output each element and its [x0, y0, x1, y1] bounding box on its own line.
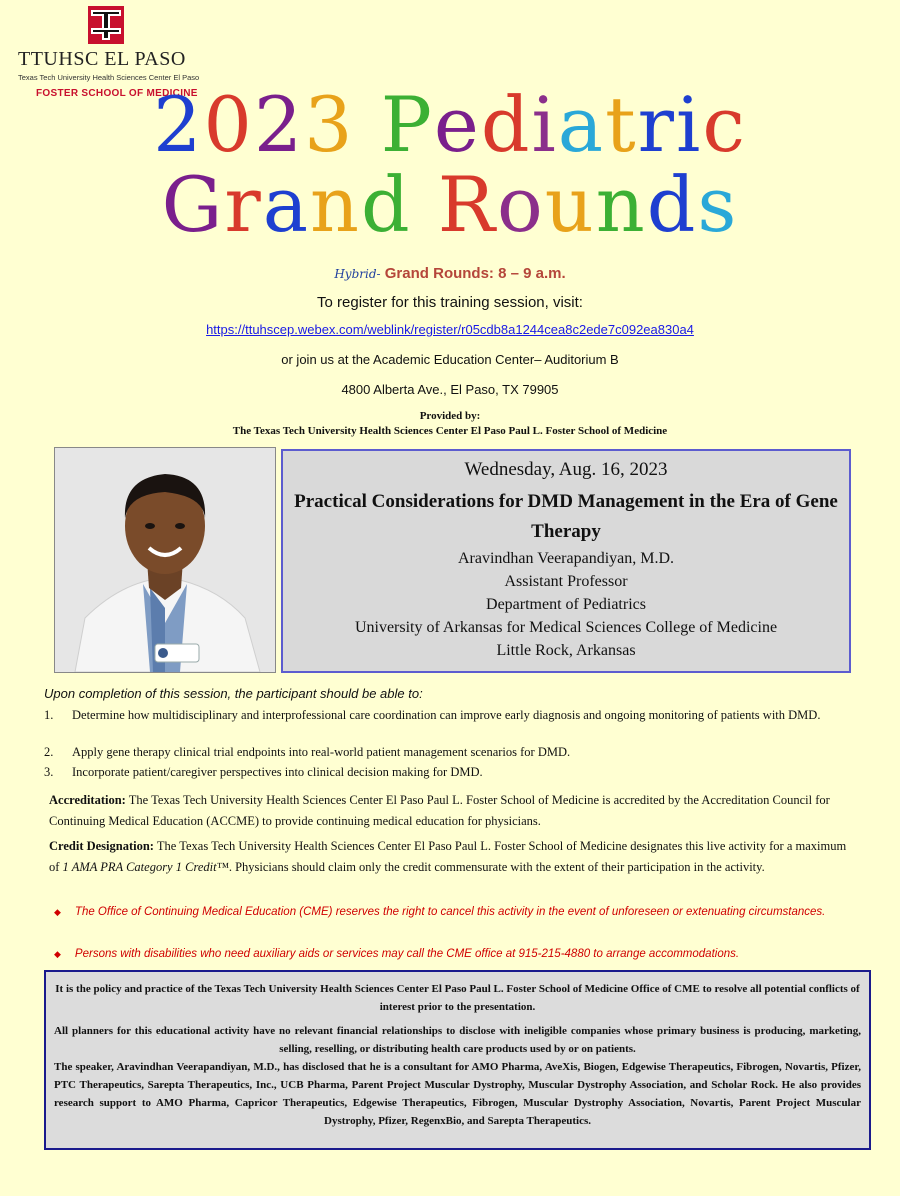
objective-text: Determine how multidisciplinary and interprofessional care coordination can improve early diagnosis and ongoing monitoring of patients with DMD. [72, 708, 821, 722]
register-link[interactable]: https://ttuhscep.webex.com/weblink/register/r05cdb8a1244cea8c2ede7c092ea830a4 [206, 322, 694, 337]
institution-subtitle: Texas Tech University Health Sciences Center El Paso [18, 73, 200, 82]
hybrid-label: Hybrid- [334, 267, 381, 281]
title-line-2 [0, 160, 900, 249]
title-letter: d [360, 160, 412, 249]
objective-number: 2. [44, 745, 54, 759]
objective-number: 3. [44, 765, 54, 779]
credit-text-b: . Physicians should claim only the credit commensurate with the extent of their participation in the activity. [228, 860, 765, 874]
speaker-location: Little Rock, Arkansas [496, 642, 636, 659]
title-letter: G [161, 160, 225, 249]
provided-label: Provided by: [419, 410, 481, 422]
disclosure-planners: All planners for this educational activity have no relevant financial relationships to disclose with ineligible companies whose primary business is producing, marketing, selling, reselling, or distributing health care products used by or on patients. [54, 1025, 861, 1055]
notice-text: Persons with disabilities who need auxiliary aids or services may call the CME office at 915-215-4880 to arrange accommodations. [74, 948, 740, 960]
diamond-bullet-icon: ◆ [54, 907, 61, 917]
title-letter: R [437, 160, 498, 249]
title-letter: r [637, 80, 676, 169]
join-text: or join us at the Academic Education Center– Auditorium B [281, 352, 619, 367]
credit-text-a: The Texas Tech University Health Sciences Center El Paso Paul L. Foster School of Medicine designates this live activity for a maximum of [49, 839, 847, 874]
title-letter: n [595, 160, 647, 249]
objectives-intro: Upon completion of this session, the participant should be able to: [44, 686, 423, 701]
speaker-name: Aravindhan Veerapandiyan, M.D. [457, 550, 675, 567]
title-letter: e [433, 80, 481, 169]
session-time [0, 265, 900, 282]
address-text: 4800 Alberta Ave., El Paso, TX 79905 [341, 382, 559, 397]
speaker-photo [54, 447, 276, 673]
title-line-1 [0, 80, 900, 169]
time-text: Grand Rounds: 8 – 9 a.m. [384, 265, 566, 282]
diamond-bullet-icon: ◆ [54, 949, 61, 959]
title-letter: 3 [304, 80, 355, 169]
accreditation-statement [49, 790, 859, 832]
title-letter: 2 [153, 80, 204, 169]
title-letter: u [544, 160, 596, 249]
title-letter: P [380, 80, 434, 169]
title-letter: i [676, 80, 703, 169]
title-letter: n [310, 160, 361, 249]
credit-label: Credit Designation: [49, 839, 154, 853]
disclosure-policy: It is the policy and practice of the Texas Tech University Health Sciences Center El Paso Paul L. Foster School of Medicine Office of CME to resolve all potential conflicts of interest prior to the presentation. [55, 983, 860, 1013]
disclosure-box [44, 970, 871, 1150]
speaker-position: Assistant Professor [504, 573, 628, 590]
title-letter: r [224, 160, 263, 249]
title-letter: t [605, 80, 638, 169]
notice-text: The Office of Continuing Medical Education (CME) reserves the right to cancel this activity in the event of unforeseen or extenuating circumstances. [74, 906, 826, 918]
title-letter: a [557, 80, 606, 169]
title-letter [355, 80, 381, 169]
speaker-institution: University of Arkansas for Medical Sciences College of Medicine [354, 619, 778, 636]
speaker-info-box [281, 449, 851, 673]
title-letter: a [262, 160, 310, 249]
objective-number: 1. [44, 708, 54, 722]
accreditation-label: Accreditation: [49, 793, 126, 807]
title-letter: 2 [253, 80, 305, 169]
objective-text: Apply gene therapy clinical trial endpoints into real-world patient management scenarios for DMD. [72, 745, 571, 759]
credit-designation [49, 836, 859, 878]
speaker-portrait-icon [55, 448, 275, 672]
title-letter: d [646, 160, 698, 249]
notice-item [49, 944, 854, 965]
title-letter: s [697, 160, 739, 249]
talk-title: Practical Considerations for DMD Management in the Era of Gene Therapy [294, 491, 838, 542]
title-letter [412, 160, 438, 249]
title-letter: i [531, 80, 558, 169]
disclosure-speaker: The speaker, Aravindhan Veerapandiyan, M.D., has disclosed that he is a consultant for AMO Pharma, AveXis, Biogen, Edgewise Therapeutics, Fibrogen, Novartis, Pfizer, PTC Therapeutics, Sarepta Therapeutics, Inc., UCB Pharma, Parent Project Muscular Dystrophy, Muscular Dystrophy Association, and Scholar Rock. He also provides research support to AMO Pharma, Capricor Therapeutics, Edgewise Therapeutics, Fibrogen, Muscular Dystrophy Association, Novartis, Parent Project Muscular Dystrophy, Pfizer, RegenxBio, and Sarepta Therapeutics. [54, 1061, 861, 1127]
title-letter: 0 [203, 80, 254, 169]
objective-text: Incorporate patient/caregiver perspectives into clinical decision making for DMD. [72, 765, 483, 779]
register-text: To register for this training session, visit: [317, 294, 583, 311]
speaker-department: Department of Pediatrics [486, 596, 646, 613]
school-name: FOSTER SCHOOL OF MEDICINE [36, 88, 198, 99]
session-date: Wednesday, Aug. 16, 2023 [464, 459, 668, 480]
double-t-logo-icon [88, 6, 124, 44]
credit-italic: 1 AMA PRA Category 1 Credit™ [62, 860, 229, 874]
notice-item [49, 902, 854, 923]
title-letter: o [497, 160, 545, 249]
title-letter: d [480, 80, 532, 169]
accreditation-text: The Texas Tech University Health Sciences Center El Paso Paul L. Foster School of Medicine is accredited by the Accreditation Council for Continuing Medical Education (ACCME) to provide continuing medical education for physicians. [49, 793, 830, 828]
institution-name: TTUHSC EL PASO [18, 48, 186, 70]
provided-org: The Texas Tech University Health Sciences Center El Paso Paul L. Foster School of Medicine [232, 425, 668, 437]
title-letter: c [702, 80, 747, 169]
